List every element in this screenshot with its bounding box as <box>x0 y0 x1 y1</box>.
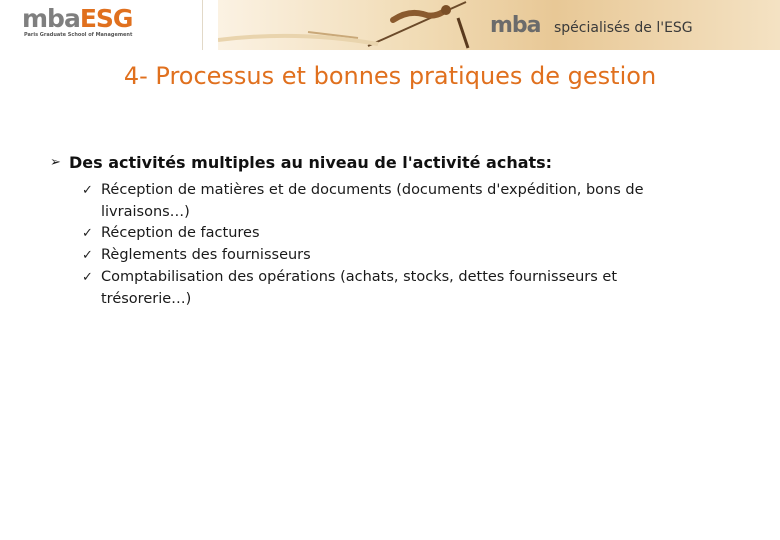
check-icon: ✓ <box>82 183 93 198</box>
check-icon: ✓ <box>82 269 93 285</box>
logo-esg: ESG <box>79 4 133 33</box>
list-item <box>82 267 702 310</box>
logo-subtitle: Paris Graduate School of Management <box>24 32 133 38</box>
main-bullet-text: Des activités multiples au niveau de l'activité achats: <box>69 153 553 172</box>
logo-mba: mba <box>22 4 80 33</box>
banner-mba-logo: mba <box>490 13 541 38</box>
mbaesg-logo <box>0 0 203 50</box>
check-icon: ✓ <box>82 226 93 242</box>
banner-tagline: spécialisés de l'ESG <box>554 20 693 36</box>
list-item-text: Comptabilisation des opérations (achats, stocks, dettes fournisseurs et trésorerie…) <box>101 268 618 307</box>
logo-wordmark <box>22 6 132 32</box>
list-item <box>82 180 702 223</box>
sub-bullet-list <box>82 180 702 310</box>
arrow-icon: ➢ <box>50 155 61 170</box>
list-item <box>82 223 702 245</box>
header-banner <box>218 0 780 50</box>
check-icon: ✓ <box>82 248 93 264</box>
list-item <box>82 245 702 267</box>
list-item-text: Règlements des fournisseurs <box>101 247 311 264</box>
main-bullet <box>50 153 750 173</box>
slide-title: 4- Processus et bonnes pratiques de gestion <box>123 62 657 90</box>
list-item-text: Réception de factures <box>101 225 260 242</box>
list-item-text: Réception de matières et de documents (documents d'expédition, bons de livraisons…) <box>101 182 644 220</box>
header <box>0 0 780 50</box>
